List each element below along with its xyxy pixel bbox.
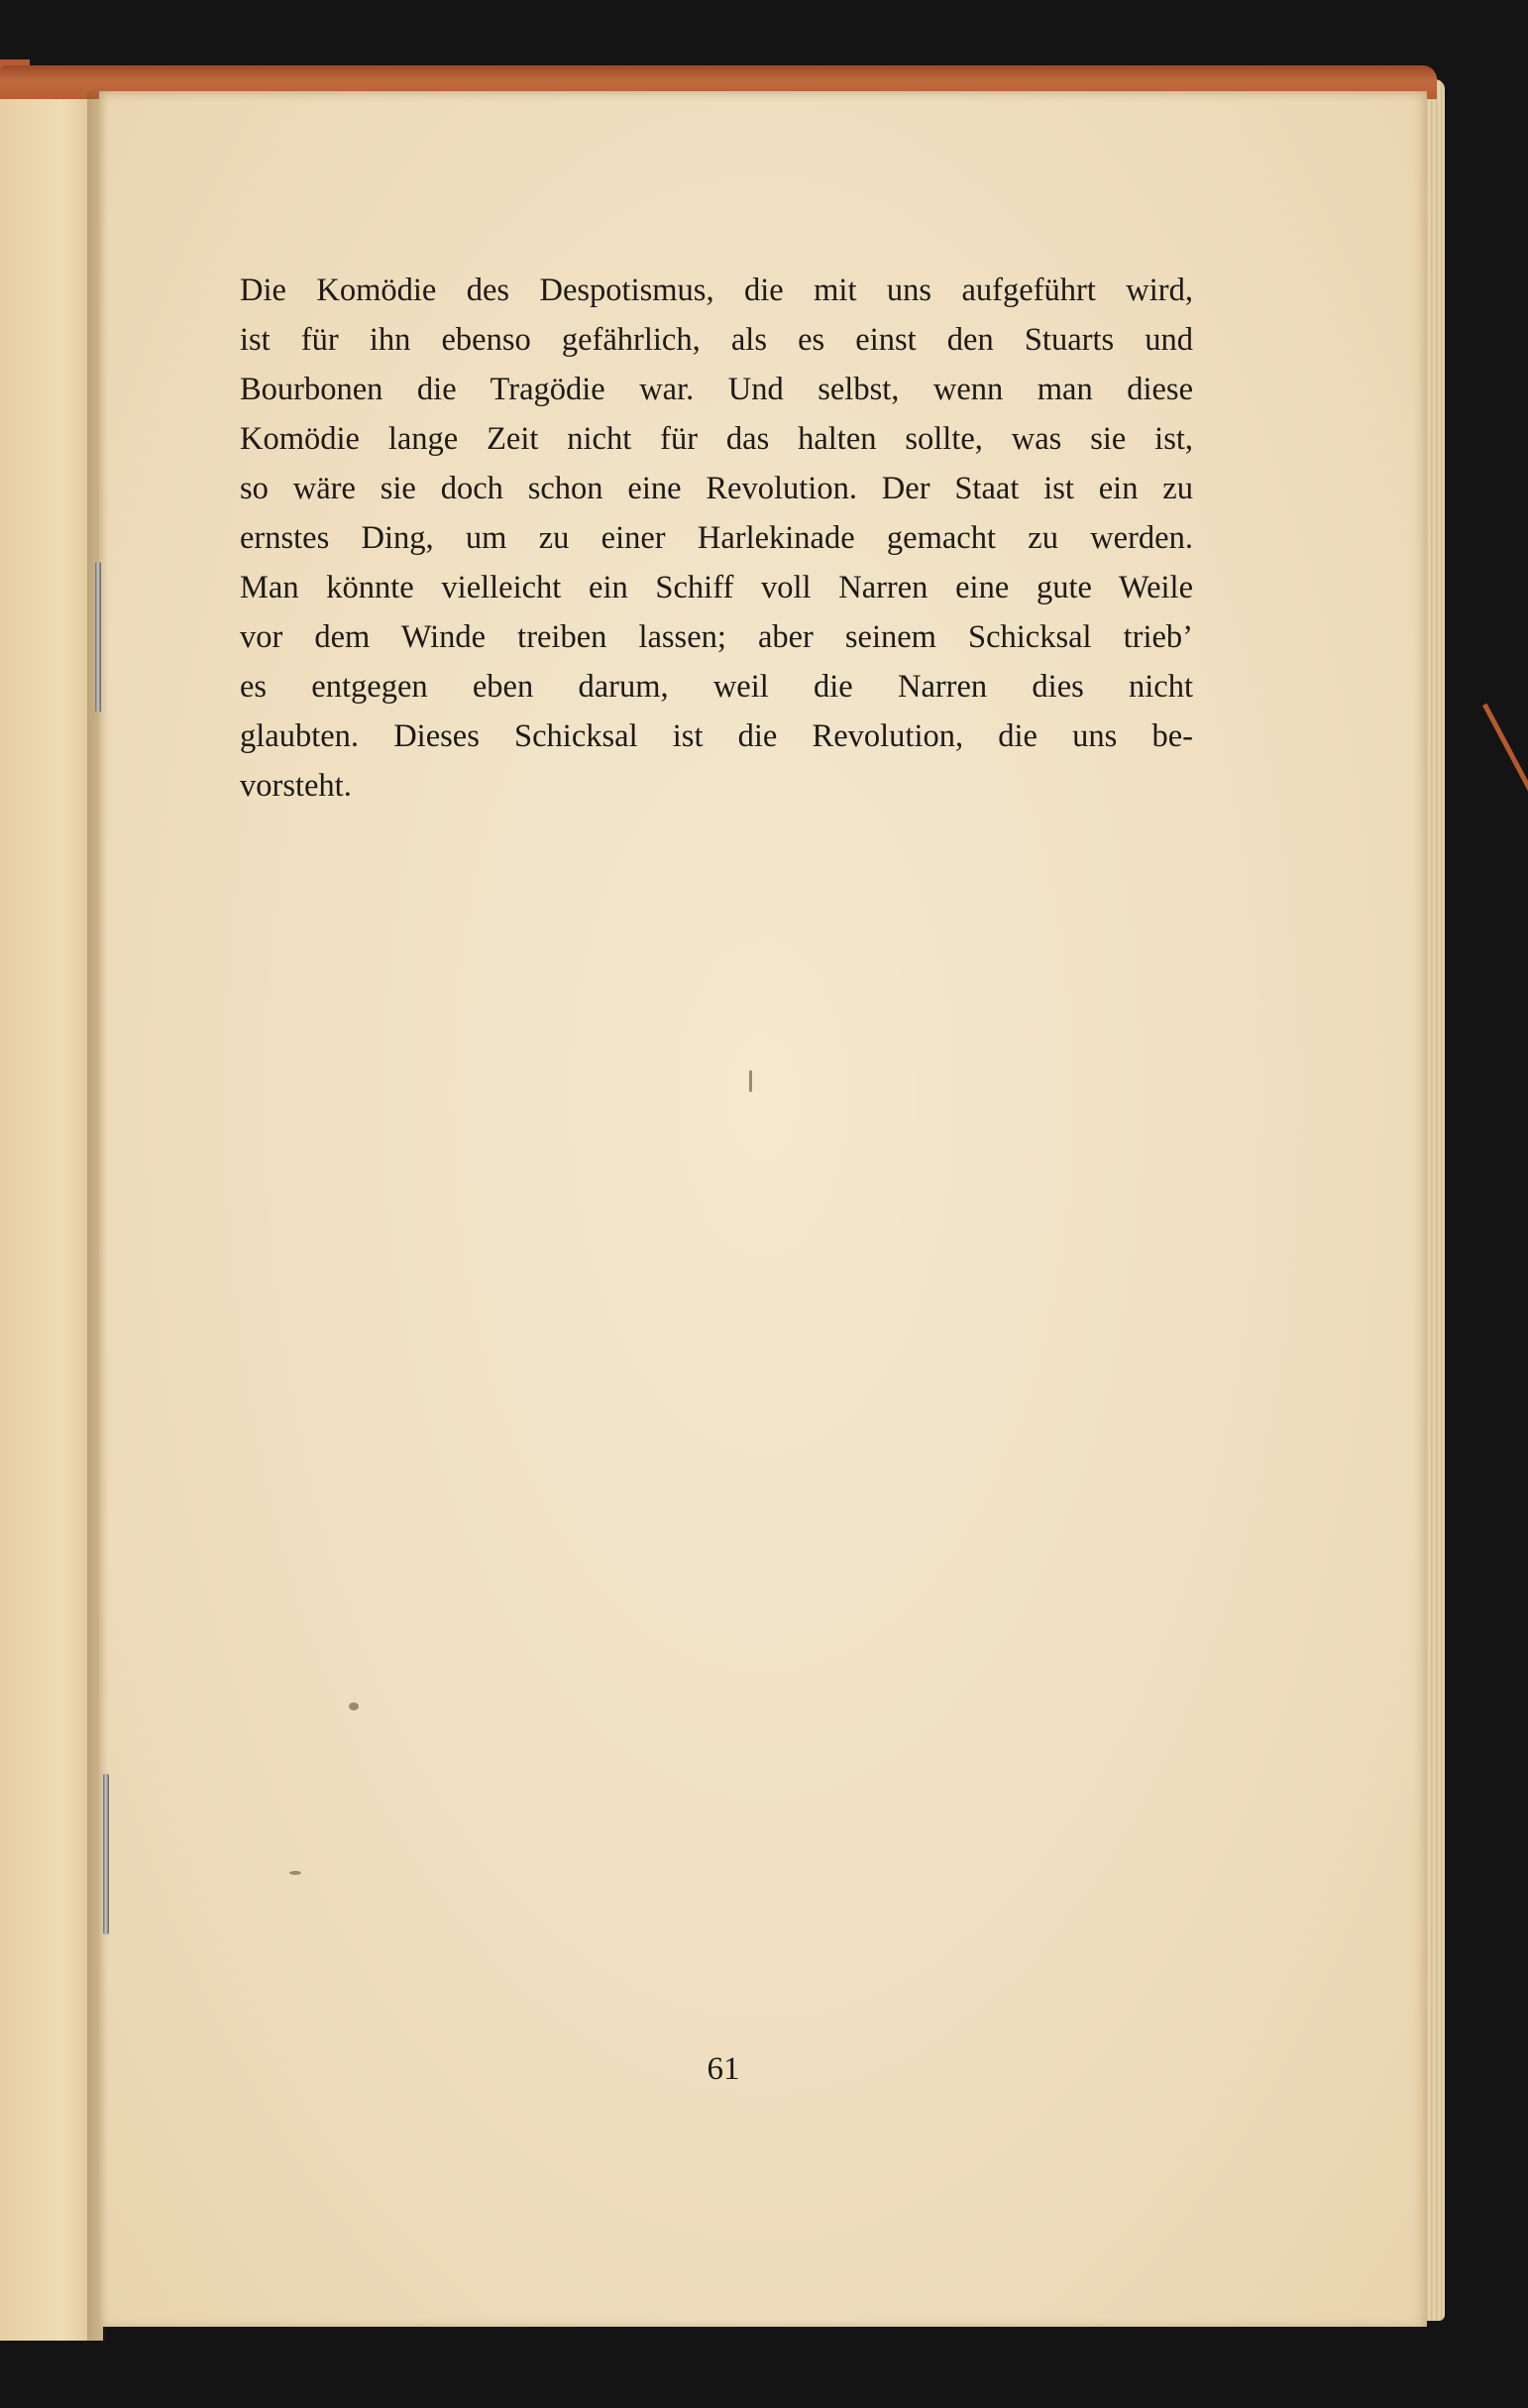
text-line: ist für ihn ebenso gefährlich, als es einst den Stuarts und bbox=[240, 322, 1193, 358]
page-gutter bbox=[87, 91, 109, 2341]
body-text bbox=[240, 266, 1193, 811]
text-line: ernstes Ding, um zu einer Harlekinade gemacht zu werden. bbox=[240, 520, 1193, 556]
text-line: vorsteht. bbox=[240, 768, 352, 804]
text-line: glaubten. Dieses Schicksal ist die Revolution, die uns be- bbox=[240, 718, 1193, 754]
text-line: so wäre sie doch schon eine Revolution. Der Staat ist ein zu bbox=[240, 471, 1193, 506]
paper-speck bbox=[289, 1871, 301, 1875]
text-line: vor dem Winde treiben lassen; aber seinem Schicksal trieb’ bbox=[240, 619, 1193, 655]
text-line: es entgegen eben darum, weil die Narren dies nicht bbox=[240, 669, 1193, 705]
text-line: Komödie lange Zeit nicht für das halten sollte, was sie ist, bbox=[240, 421, 1193, 457]
page-number: 61 bbox=[707, 2051, 740, 2087]
paper-speck bbox=[749, 1070, 752, 1092]
binding-thread bbox=[1482, 704, 1528, 811]
binding-staple-bottom bbox=[103, 1774, 109, 1934]
text-line: Man könnte vielleicht ein Schiff voll Narren eine gute Weile bbox=[240, 570, 1193, 605]
binding-staple-top bbox=[95, 562, 101, 712]
text-line: Bourbonen die Tragödie war. Und selbst, wenn man diese bbox=[240, 372, 1193, 407]
paper-speck bbox=[349, 1702, 359, 1710]
text-line: Die Komödie des Despotismus, die mit uns aufgeführt wird, bbox=[240, 273, 1193, 308]
